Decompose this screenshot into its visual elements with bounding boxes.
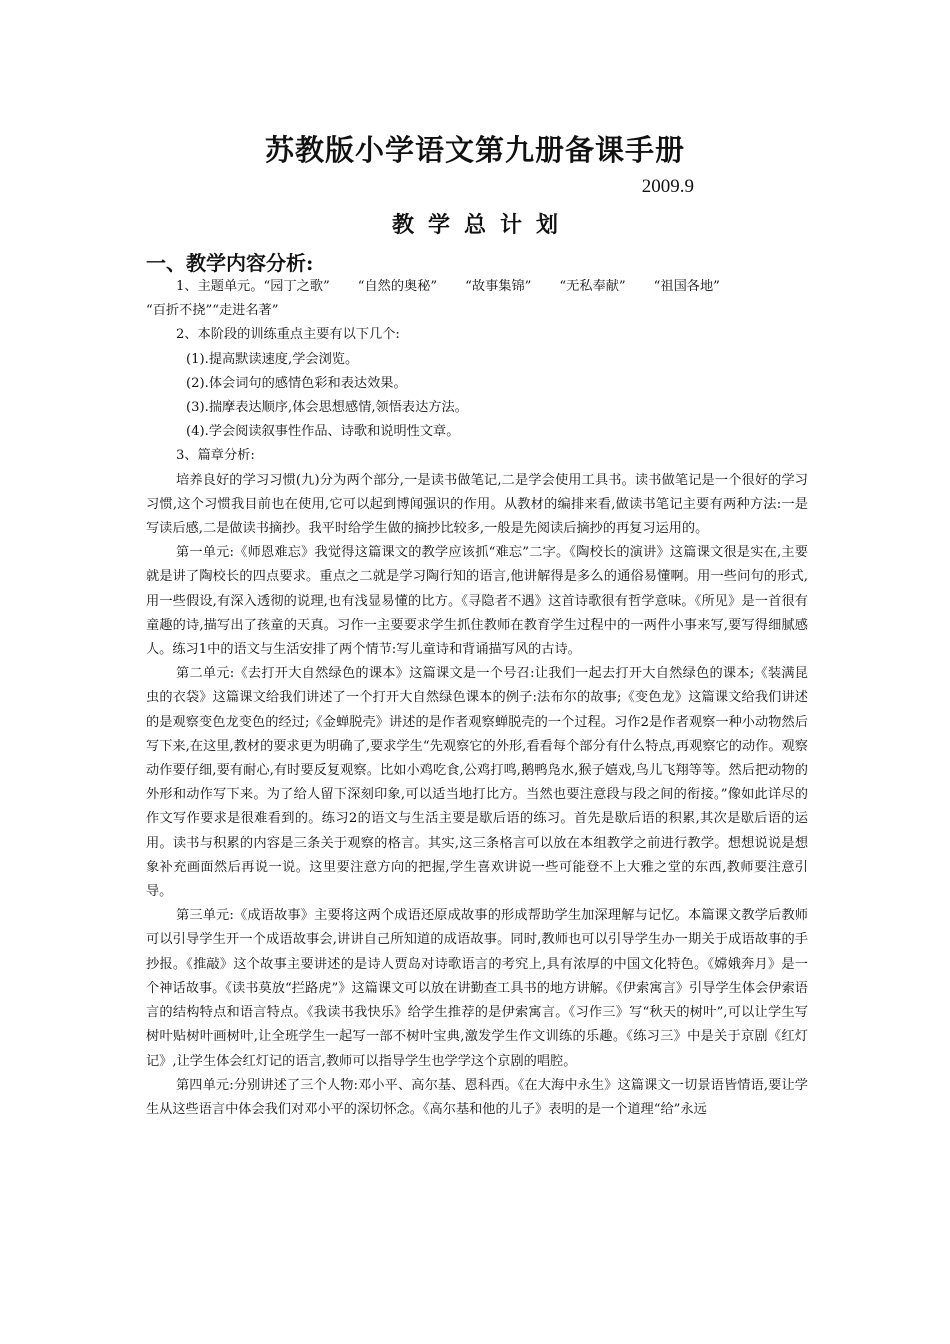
theme-item: “自然的奥秘” bbox=[357, 279, 438, 294]
themes-label: 1、主题单元。 bbox=[176, 279, 264, 294]
paragraph: 第四单元:分别讲述了三个人物:邓小平、高尔基、恩科西。《在大海中永生》这篇课文一切景语皆情语,要让学生从这些语言中体会我们对邓小平的深切怀念。《高尔基和他的儿子》表明的是一个道理“给”永远 bbox=[146, 1077, 808, 1117]
paragraph: 第二单元:《去打开大自然绿色的课本》这篇课文是一个号召:让我们一起去打开大自然绿色的课本;《装满昆虫的衣袋》这篇课文给我们讲述了一个打开大自然绿色课本的例子:法布尔的故事;《变色龙》这篇课文给我们讲述的是观察变色龙变色的经过;《金蝉脱壳》讲述的是作者观察蝉脱壳的一个过程。习作2是作者观察一种小动物然后写下来,在这里,教材的要求更为明确了,要求学生“先观察它的外形,看看每个部分有什么特点,再观察它的动作。观察动作要仔细,要有耐心,有时要反复观察。比如小鸡吃食,公鸡打鸣,鹅鸭凫水,猴子嬉戏,鸟儿飞翔等等。然后把动物的外形和动作写下来。为了给人留下深刻印象,可以适当地打比方。当然也要注意段与段之间的衔接。”像如此详尽的作文写作要求是很难看到的。练习2的语文与生活主要是歇后语的练习。首先是歇后语的积累,其次是歇后语的运用。读书与积累的内容是三条关于观察的格言。其实,这三条格言可以放在本组教学之前进行教学。想想说说是想象补充画面然后再说一说。这里要注意方向的把握,学生喜欢讲说一些可能登不上大雅之堂的东西,教师要注意引导。 bbox=[146, 666, 808, 900]
training-point: (3).揣摩表达顺序,体会思想感情,领悟表达方法。 bbox=[186, 400, 468, 416]
chapter-analysis-label: 3、篇章分析: bbox=[176, 448, 255, 464]
document-title: 苏教版小学语文第九册备课手册 bbox=[264, 133, 685, 167]
theme-item: “祖国各地” bbox=[653, 279, 720, 294]
plan-title: 教学总计划 bbox=[391, 212, 572, 238]
paragraph: 第三单元:《成语故事》主要将这两个成语还原成故事的形成帮助学生加深理解与记忆。本篇课文教学后教师可以引导学生开一个成语故事会,讲讲自己所知道的成语故事。同时,教师也可以引导学生办一期关于成语故事的手抄报。《推敲》这个故事主要讲述的是诗人贾岛对诗歌语言的考究上,具有浓厚的中国文化特色。《嫦娥奔月》是一个神话故事。《读书莫放“拦路虎”》这篇课文可以放在讲勤查工具书的地方讲解。《伊索寓言》引导学生体会伊索语言的结构特点和语言特点。《我读书我快乐》给学生推荐的是伊索寓言。《习作三》写“秋天的树叶”,可以让学生写树叶贴树叶画树叶,让全班学生一起写一部不树叶宝典,激发学生作文训练的乐趣。《练习三》中是关于京剧《红灯记》,让学生体会红灯记的语言,教师可以指导学生也学学这个京剧的唱腔。 bbox=[146, 908, 808, 1069]
training-point: (1).提高默读速度,学会浏览。 bbox=[186, 351, 359, 367]
training-point: (4).学会阅读叙事性作品、诗歌和说明性文章。 bbox=[186, 424, 460, 440]
section-heading: 一、教学内容分析: bbox=[146, 251, 314, 275]
theme-item: “无私奉献” bbox=[559, 279, 626, 294]
themes-line-2 bbox=[146, 299, 808, 323]
document-date: 2009.9 bbox=[641, 176, 694, 197]
paragraph: 培养良好的学习习惯(九)分为两个部分,一是读书做笔记,二是学会使用工具书。读书做笔记是一个很好的学习习惯,这个习惯我目前也在使用,它可以起到博闻强识的作用。从教材的编排来看,做读书笔记主要有两种方法:一是写读后感,二是做读书摘抄。我平时给学生做的摘抄比较多,一般是先阅读后摘抄的再复习运用的。 bbox=[146, 472, 808, 537]
theme-item: “走进名著” bbox=[212, 303, 279, 319]
training-point: (2).体会词句的感情色彩和表达效果。 bbox=[186, 375, 407, 391]
document-body bbox=[146, 275, 808, 1122]
themes-line bbox=[146, 275, 808, 299]
theme-item: “园丁之歌” bbox=[263, 279, 330, 294]
training-intro: 2、本阶段的训练重点主要有以下几个: bbox=[176, 327, 400, 343]
theme-item: “百折不挠” bbox=[146, 303, 213, 319]
theme-item: “故事集锦” bbox=[465, 279, 532, 294]
paragraph: 第一单元:《师恩难忘》我觉得这篇课文的教学应该抓“难忘”二字。《陶校长的演讲》这篇课文很是实在,主要就是讲了陶校长的四点要求。重点之二就是学习陶行知的语言,他讲解得是多么的通俗易懂啊。用一些问句的形式,用一些假设,有深入透彻的说理,也有浅显易懂的比方。《寻隐者不遇》这首诗歌很有哲学意味。《所见》是一首很有童趣的诗,描写出了孩童的天真。习作一主要要求学生抓住教师在教育学生过程中的一两件小事来写,要写得细腻感人。练习1中的语文与生活安排了两个情节:写儿童诗和背诵描写风的古诗。 bbox=[146, 545, 808, 658]
